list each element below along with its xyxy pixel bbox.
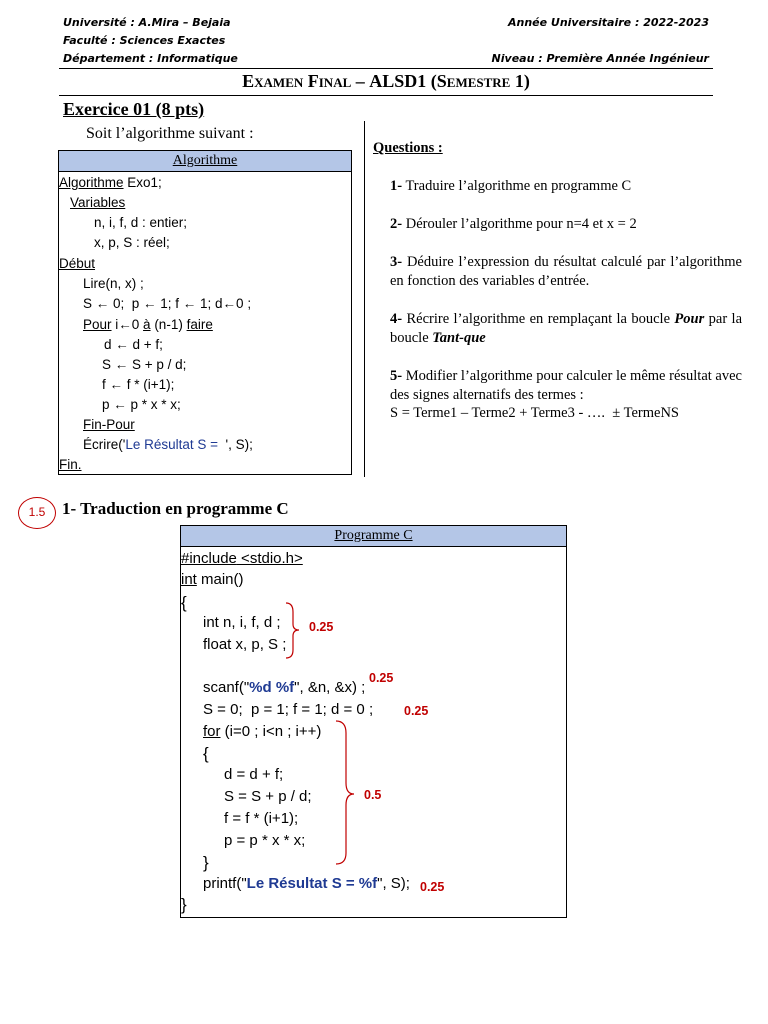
question-5-formula: S = Terme1 – Terme2 + Terme3 - …. ± TermeNS (390, 405, 679, 421)
program-box (180, 525, 567, 918)
pour-line: Pour i←0 à (n-1) faire (83, 317, 213, 332)
init-line: S ← 0; p ← 1; f ← 1; d←0 ; (83, 296, 252, 311)
question-5: 5- Modifier l’algorithme pour calculer le même résultat avec des signes alternatifs des termes : (390, 368, 742, 403)
algorithm-box-header: Algorithme (58, 150, 352, 172)
university-label: Université : A.Mira – Bejaia (63, 16, 231, 29)
faculty-label: Faculté : Sciences Exactes (63, 34, 226, 47)
main-line: int main() (181, 571, 244, 588)
debut-keyword: Début (59, 256, 96, 271)
init-line: S = 0; p = 1; f = 1; d = 0 ; (203, 701, 374, 718)
exercise-intro: Soit l’algorithme suivant : (86, 125, 254, 142)
header-divider (59, 68, 713, 69)
algorithm-box (58, 150, 352, 475)
loop-body-line: S = S + p / d; (224, 788, 312, 805)
loop-body-line: d = d + f; (224, 766, 284, 783)
mark-declarations: 0.25 (309, 620, 334, 634)
mark-scanf: 0.25 (369, 671, 394, 685)
loop-body-line: S ← S + p / d; (102, 357, 187, 372)
mark-loop: 0.5 (364, 788, 382, 802)
column-separator (364, 121, 365, 477)
finpour-keyword: Fin-Pour (83, 417, 135, 432)
academic-year-label: Année Universitaire : 2022-2023 (507, 16, 709, 29)
answer-title: 1- Traduction en programme C (62, 499, 289, 518)
exercise-title: Exercice 01 (8 pts) (63, 99, 205, 119)
mark-printf: 0.25 (420, 880, 445, 894)
level-label: Niveau : Première Année Ingénieur (491, 52, 709, 65)
department-label: Département : Informatique (63, 52, 238, 65)
write-line: Écrire('Le Résultat S = ', S); (83, 437, 253, 452)
main-close-brace: } (181, 895, 187, 914)
vars-int-line: n, i, f, d : entier; (94, 215, 188, 230)
exam-title: Examen Final – ALSD1 (Semestre 1) (242, 71, 530, 91)
loop-body-line: f = f * (i+1); (224, 810, 299, 827)
read-line: Lire(n, x) ; (83, 276, 144, 291)
loop-body-line: p = p * x * x; (224, 832, 306, 849)
question-2: 2- Dérouler l’algorithme pour n=4 et x = 2 (390, 216, 637, 232)
loop-open-brace: { (203, 744, 209, 763)
decl-brace-icon (280, 600, 310, 660)
vars-real-line: x, p, S : réel; (94, 235, 170, 250)
printf-line: printf("Le Résultat S = %f", S); (203, 875, 410, 892)
variables-keyword: Variables (70, 195, 126, 210)
loop-body-line: p ← p * x * x; (102, 397, 181, 412)
include-line: #include <stdio.h> (181, 550, 303, 567)
score-circle-value: 1.5 (28, 505, 46, 519)
decl-float-line: float x, p, S ; (203, 636, 287, 653)
program-box-header: Programme C (180, 525, 567, 547)
question-4: 4- Récrire l’algorithme en remplaçant la boucle Pour par la boucle Tant-que (390, 311, 743, 346)
for-line: for (i=0 ; i<n ; i++) (203, 723, 322, 740)
question-1: 1- Traduire l’algorithme en programme C (390, 178, 632, 194)
loop-body-line: d ← d + f; (104, 337, 163, 352)
main-open-brace: { (181, 593, 187, 612)
loop-body-line: f ← f * (i+1); (102, 377, 175, 392)
questions-title: Questions : (373, 140, 443, 156)
decl-int-line: int n, i, f, d ; (203, 614, 281, 631)
algorithm-name-line: Algorithme Exo1; (59, 175, 162, 190)
fin-keyword: Fin. (59, 457, 82, 472)
title-divider (59, 95, 713, 96)
loop-brace-icon (330, 718, 364, 868)
mark-init: 0.25 (404, 704, 429, 718)
loop-close-brace: } (203, 853, 209, 872)
scanf-line: scanf("%d %f", &n, &x) ; (203, 679, 366, 696)
question-3: 3- Déduire l’expression du résultat calculé par l’algorithme en fonction des variables d’entrée. (390, 254, 742, 289)
